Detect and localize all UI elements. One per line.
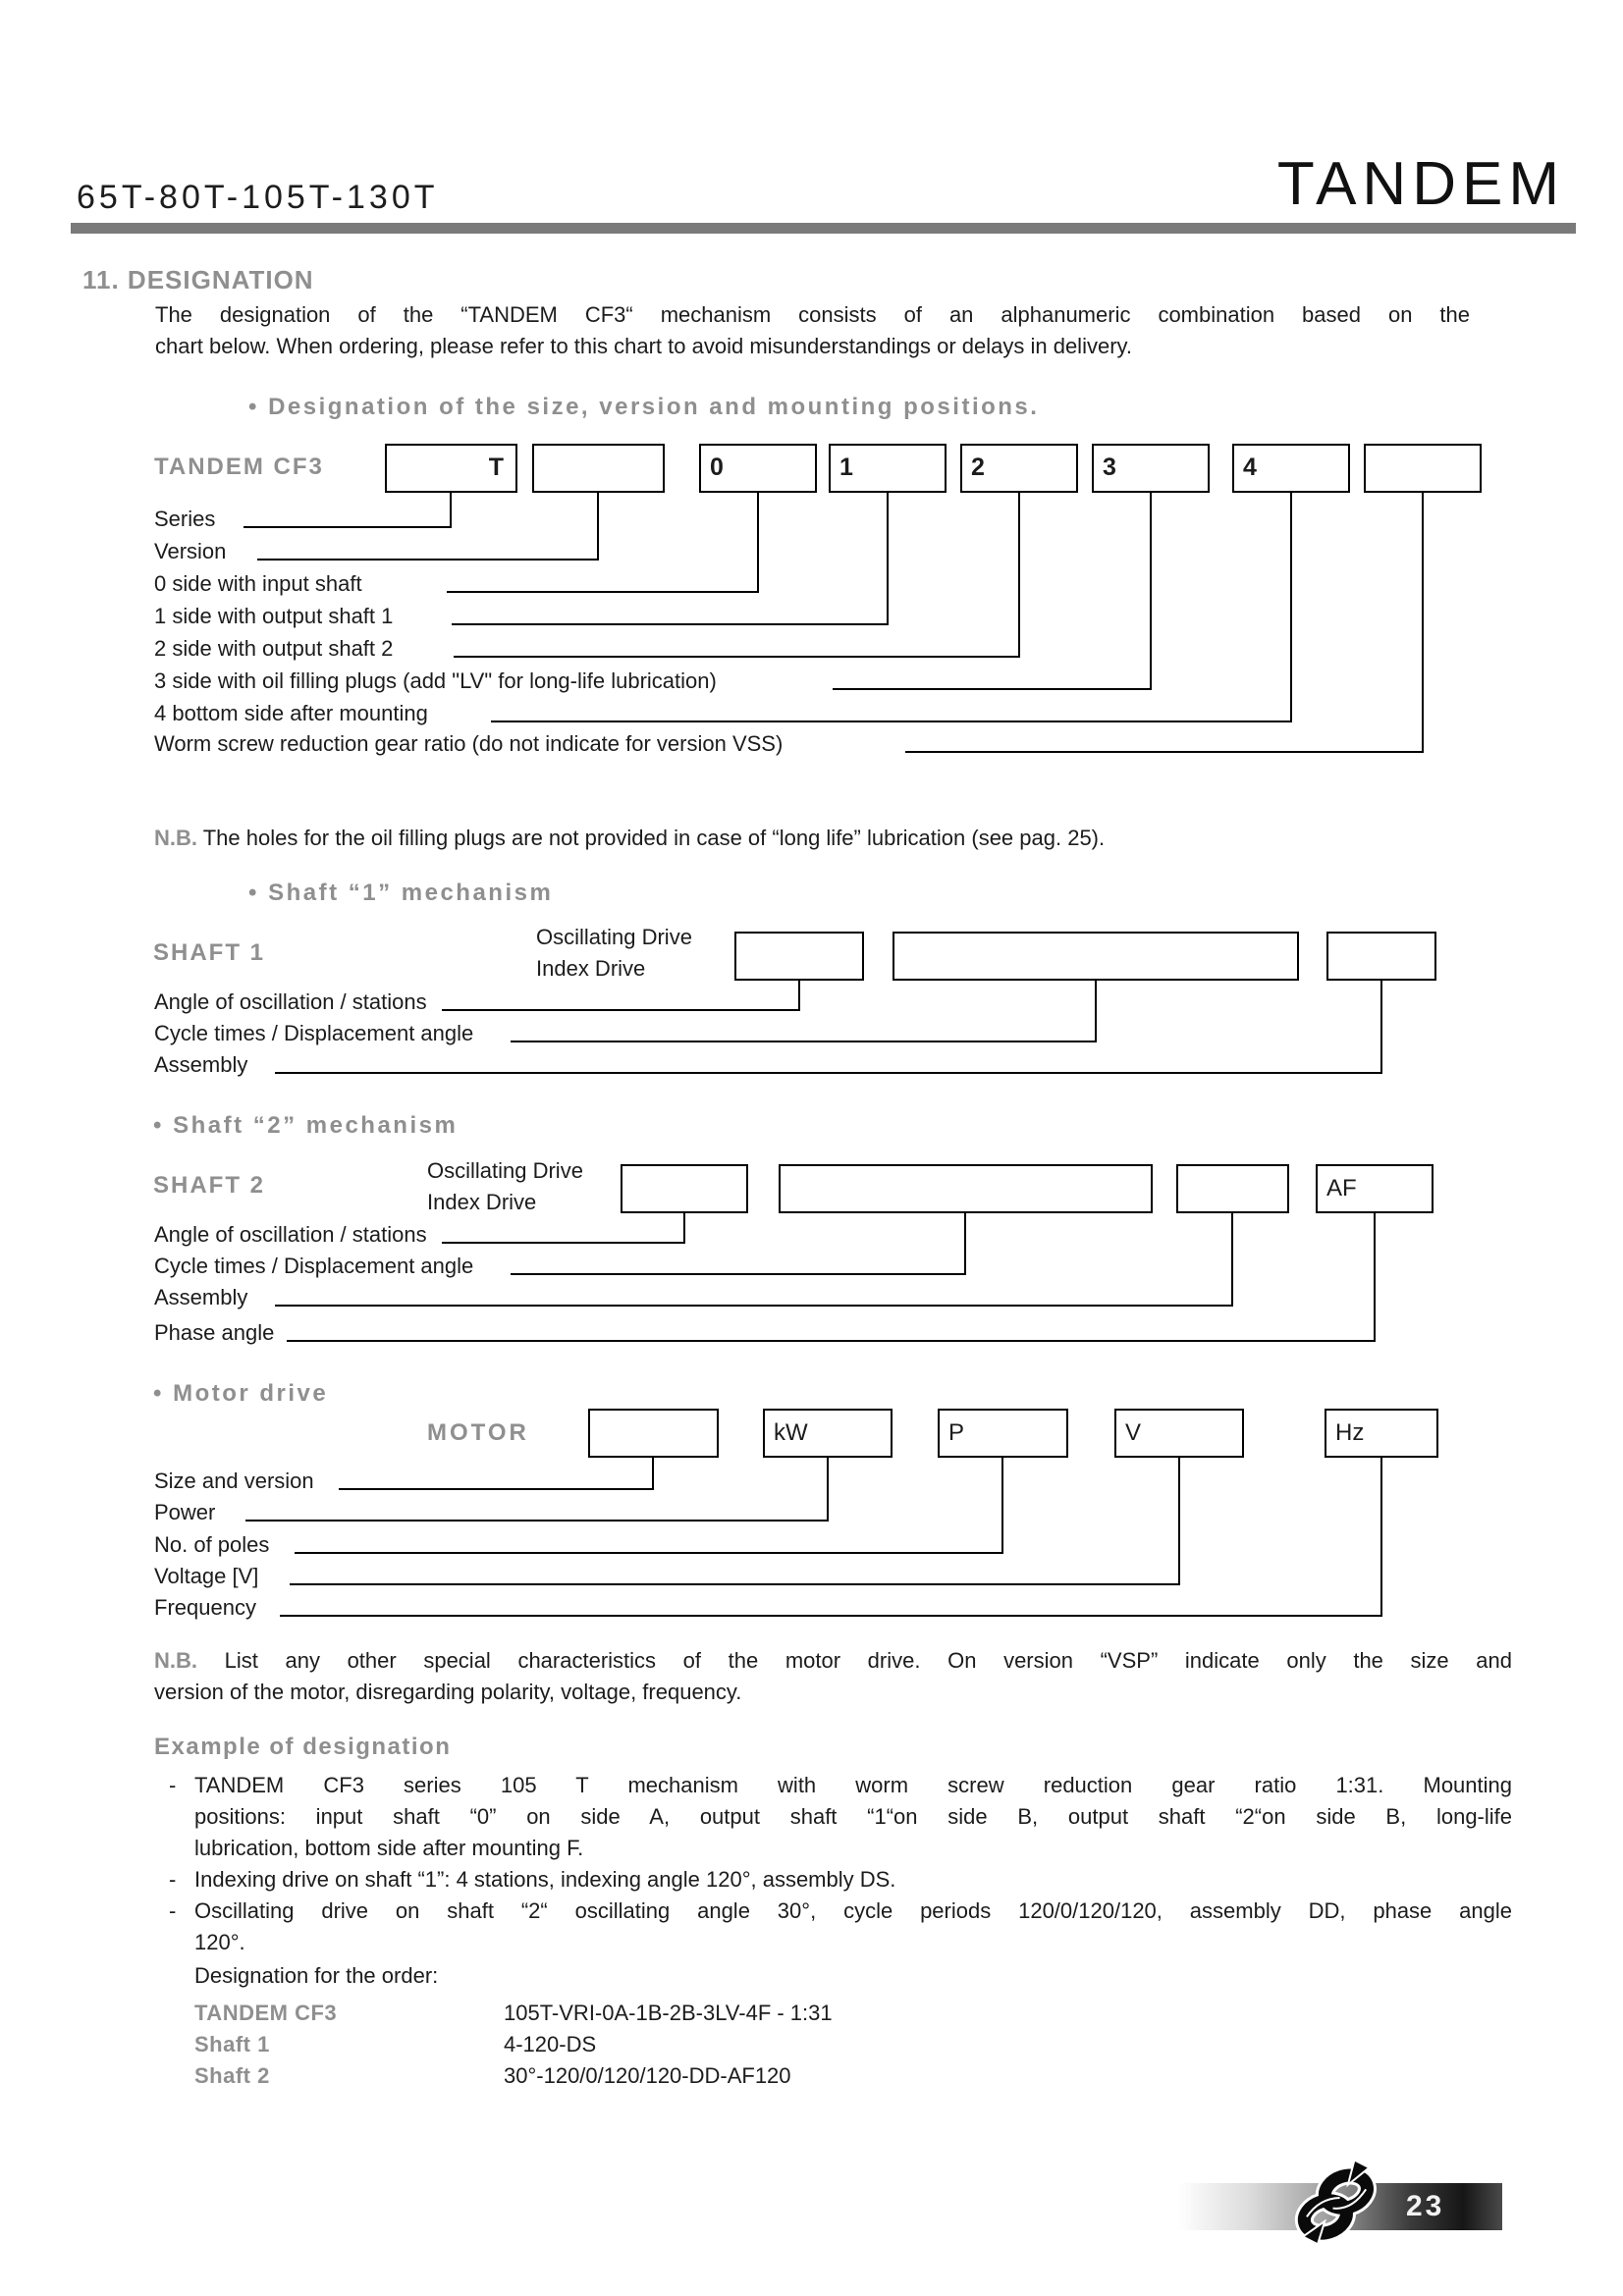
- example-item-line: positions: input shaft “0” on side A, output shaft “1“on side B, output shaft “2“on side B, long-life: [194, 1804, 1512, 1829]
- shaft1-box-assembly: [1326, 932, 1436, 981]
- motor-box-kw: kW: [763, 1409, 893, 1458]
- shaft2-heading: • Shaft “2” mechanism: [153, 1112, 459, 1139]
- row-label: Angle of oscillation / stations: [154, 1222, 427, 1247]
- designation-box-0: 0: [699, 444, 817, 493]
- leader-line: [257, 559, 598, 561]
- leader-line: [275, 1072, 1381, 1074]
- leader-line: [1001, 1456, 1003, 1554]
- leader-line: [1095, 979, 1097, 1042]
- motor-heading: • Motor drive: [153, 1380, 329, 1407]
- leader-line: [511, 1041, 1096, 1042]
- row-label: Voltage [V]: [154, 1564, 259, 1588]
- order-row-value: 105T-VRI-0A-1B-2B-3LV-4F - 1:31: [504, 2001, 833, 2025]
- row-label: 1 side with output shaft 1: [154, 604, 394, 628]
- nb-text: The holes for the oil filling plugs are not provided in case of “long life” lubrication (see pag. 25).: [202, 826, 1106, 850]
- example-item-line: 120°.: [194, 1930, 245, 1954]
- list-dash: -: [169, 1898, 177, 1923]
- leader-line: [597, 491, 599, 561]
- designation-box-2: 2: [960, 444, 1078, 493]
- designation-box-series: T: [385, 444, 517, 493]
- row-label: No. of poles: [154, 1532, 270, 1557]
- leader-line: [454, 656, 1019, 658]
- row-label: Version: [154, 539, 227, 563]
- designation-box-ratio: [1364, 444, 1482, 493]
- oscillating-drive-label: Oscillating Drive: [427, 1158, 583, 1183]
- designation-heading: • Designation of the size, version and mounting positions.: [248, 394, 1040, 420]
- row-label: Frequency: [154, 1595, 256, 1620]
- nb-text: List any other special characteristics of the motor drive. On version “VSP” indicate only the size and: [224, 1648, 1512, 1673]
- designation-box-3: 3: [1092, 444, 1210, 493]
- leader-line: [511, 1273, 965, 1275]
- oscillating-drive-label: Oscillating Drive: [536, 925, 692, 949]
- leader-line: [887, 491, 889, 625]
- section-title: 11. DESIGNATION: [82, 265, 314, 294]
- page-title: 65T-80T-105T-130T: [77, 179, 439, 216]
- row-label: Phase angle: [154, 1320, 275, 1345]
- leader-line: [1018, 491, 1020, 658]
- row-label: Size and version: [154, 1468, 314, 1493]
- designation-box-4: 4: [1232, 444, 1350, 493]
- leader-line: [1374, 1211, 1376, 1342]
- leader-line: [1150, 491, 1152, 690]
- shaft1-label: SHAFT 1: [153, 939, 266, 966]
- leader-line: [290, 1583, 1179, 1585]
- index-drive-label: Index Drive: [536, 956, 646, 981]
- row-label: 0 side with input shaft: [154, 571, 362, 596]
- motor-box-frequency: Hz: [1325, 1409, 1438, 1458]
- example-item-line: Oscillating drive on shaft “2“ oscillating angle 30°, cycle periods 120/0/120/120, assembly DD, phase angle: [194, 1898, 1512, 1923]
- example-item-line: TANDEM CF3 series 105 T mechanism with worm screw reduction gear ratio 1:31. Mounting: [194, 1773, 1512, 1797]
- example-heading: Example of designation: [154, 1734, 452, 1760]
- diagram-label-tandem-cf3: TANDEM CF3: [154, 454, 324, 480]
- page-number: 23: [1406, 2190, 1445, 2222]
- leader-line: [1290, 491, 1292, 722]
- leader-line: [450, 491, 452, 528]
- leader-line: [280, 1615, 1381, 1617]
- leader-line: [287, 1340, 1375, 1342]
- row-label: 3 side with oil filling plugs (add "LV" for long-life lubrication): [154, 668, 717, 693]
- leader-line: [757, 491, 759, 593]
- leader-line: [243, 526, 451, 528]
- leader-line: [1380, 979, 1382, 1074]
- leader-line: [442, 1242, 684, 1244]
- row-label: 4 bottom side after mounting: [154, 701, 428, 725]
- leader-line: [447, 591, 758, 593]
- nb-label: N.B.: [154, 826, 197, 850]
- row-label: 2 side with output shaft 2: [154, 636, 394, 661]
- motor-box-voltage: V: [1114, 1409, 1244, 1458]
- order-row-label: TANDEM CF3: [194, 2001, 338, 2025]
- leader-line: [683, 1211, 685, 1244]
- order-row-label: Shaft 1: [194, 2032, 270, 2056]
- knot-logo-icon: [1276, 2156, 1398, 2250]
- shaft2-box-angle: [621, 1164, 748, 1213]
- order-row-value: 4-120-DS: [504, 2032, 597, 2056]
- row-label: Cycle times / Displacement angle: [154, 1254, 474, 1278]
- motor-box-poles: P: [938, 1409, 1068, 1458]
- example-item-line: lubrication, bottom side after mounting F.: [194, 1836, 584, 1860]
- nb-label: N.B.: [154, 1648, 197, 1673]
- list-dash: -: [169, 1867, 177, 1892]
- designation-box-1: 1: [829, 444, 947, 493]
- row-label: Assembly: [154, 1285, 248, 1309]
- motor-box-size: [588, 1409, 719, 1458]
- index-drive-label: Index Drive: [427, 1190, 537, 1214]
- example-item-line: Indexing drive on shaft “1”: 4 stations, indexing angle 120°, assembly DS.: [194, 1867, 896, 1892]
- row-label: Worm screw reduction gear ratio (do not indicate for version VSS): [154, 731, 784, 756]
- motor-label: MOTOR: [427, 1419, 529, 1446]
- leader-line: [442, 1009, 799, 1011]
- leader-line: [339, 1488, 653, 1490]
- shaft2-box-cycle: [779, 1164, 1153, 1213]
- row-label: Power: [154, 1500, 216, 1524]
- row-label: Angle of oscillation / stations: [154, 989, 427, 1014]
- order-row-label: Shaft 2: [194, 2063, 270, 2088]
- leader-line: [452, 623, 888, 625]
- leader-line: [652, 1456, 654, 1490]
- shaft1-box-angle: [734, 932, 864, 981]
- leader-line: [798, 979, 800, 1011]
- header-rule: [71, 223, 1576, 234]
- order-intro: Designation for the order:: [194, 1963, 439, 1988]
- row-label: Cycle times / Displacement angle: [154, 1021, 474, 1045]
- note-motor: [154, 1647, 1512, 1674]
- leader-line: [964, 1211, 966, 1275]
- leader-line: [295, 1552, 1002, 1554]
- designation-box-version: [532, 444, 665, 493]
- leader-line: [833, 688, 1151, 690]
- leader-line: [245, 1520, 828, 1522]
- leader-line: [1380, 1456, 1382, 1617]
- shaft2-label: SHAFT 2: [153, 1172, 266, 1199]
- leader-line: [275, 1305, 1232, 1307]
- shaft1-box-cycle: [893, 932, 1299, 981]
- leader-line: [1178, 1456, 1180, 1585]
- shaft2-box-phase: AF: [1316, 1164, 1434, 1213]
- leader-line: [491, 721, 1291, 722]
- leader-line: [1231, 1211, 1233, 1307]
- intro-line: The designation of the “TANDEM CF3“ mechanism consists of an alphanumeric combination based on the: [155, 302, 1470, 327]
- intro-line: chart below. When ordering, please refer to this chart to avoid misunderstandings or delays in delivery.: [155, 334, 1132, 358]
- leader-line: [905, 751, 1423, 753]
- shaft2-box-assembly: [1176, 1164, 1289, 1213]
- row-label: Assembly: [154, 1052, 248, 1077]
- brand-logo-text: TANDEM: [1276, 150, 1565, 218]
- note-motor-line2: version of the motor, disregarding polarity, voltage, frequency.: [154, 1680, 742, 1704]
- note-oil-plugs: [154, 825, 1105, 851]
- row-label: Series: [154, 507, 216, 531]
- shaft1-heading: • Shaft “1” mechanism: [248, 880, 554, 906]
- leader-line: [827, 1456, 829, 1522]
- leader-line: [1422, 491, 1424, 753]
- order-row-value: 30°-120/0/120/120-DD-AF120: [504, 2063, 791, 2088]
- list-dash: -: [169, 1773, 177, 1797]
